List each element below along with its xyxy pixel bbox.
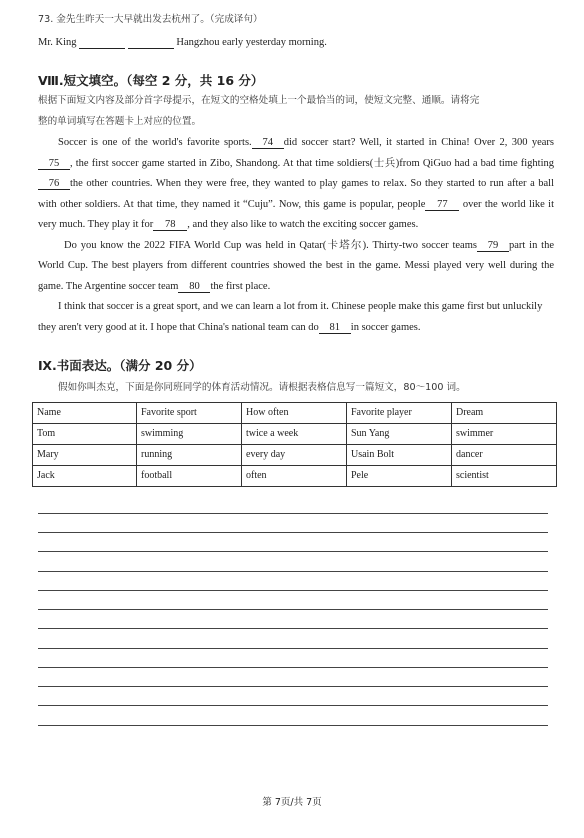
table-header-cell: Name [33,403,137,424]
writing-line[interactable] [38,648,548,649]
passage-paragraph-3: I think that soccer is a great sport, and we can learn a lot from it. Chinese people make this game first but unluckily they aren't very good at it. I hope that China's national team can do 81 in soccer games. [38,301,543,333]
q73-tail: Hangzhou early yesterday morning. [176,37,327,48]
q73-blank-2[interactable] [128,37,174,49]
writing-line[interactable] [38,667,548,668]
passage-paragraph-1: Soccer is one of the world's favorite sports. 74 did soccer start? Well, it started in China! Over 2, 300 years75 , the first soccer game started in Zibo, Shandong. At that time soldiers(士兵)from QiGuo had a bad time fighting76 the other countries. When they were free, they wanted to play games to relax. So they started to run after a ball with other soldiers. At that time, they named it “Cuju”. Now, this game is popular, people 77 over the world like it very much. They play it for 78 , and they also like to watch the exciting soccer games. [38,137,555,230]
blank-79[interactable]: 79 [477,240,509,252]
blank-78[interactable]: 78 [153,219,187,231]
table-cell: football [137,466,242,487]
table-cell: swimming [137,424,242,445]
table-cell: Mary [33,445,137,466]
table-row [33,424,557,445]
writing-line[interactable] [38,532,548,533]
blank-81[interactable]: 81 [319,322,351,334]
section9-instruction: 假如你叫杰克，下面是你同班同学的体育活动情况。请根据表格信息写一篇短文，80～100 词。 [58,382,466,393]
blank-77[interactable]: 77 [425,199,459,211]
table-cell: Sun Yang [347,424,452,445]
table-cell: swimmer [452,424,557,445]
section8-instruction-line2: 整的单词填写在答题卡上对应的位置。 [38,116,202,127]
writing-line[interactable] [38,609,548,610]
table-cell: Usain Bolt [347,445,452,466]
page-footer: 第 7页/共 7页 [262,797,322,808]
q73-blank-1[interactable] [79,37,125,49]
table-header-cell: Dream [452,403,557,424]
table-cell: dancer [452,445,557,466]
activity-table [32,402,557,487]
q73-subject: Mr. King [38,37,77,48]
table-header-cell: Favorite player [347,403,452,424]
blank-76[interactable]: 76 [38,178,70,190]
blank-74[interactable]: 74 [252,137,284,149]
writing-line[interactable] [38,686,548,687]
table-header-cell: Favorite sport [137,403,242,424]
writing-line[interactable] [38,590,548,591]
section8-instruction-line1: 根据下面短文内容及部分首字母提示，在短文的空格处填上一个最恰当的词，使短文完整、通顺。请将完 [38,95,480,106]
q73-sentence [38,37,554,50]
table-cell: Tom [33,424,137,445]
passage-paragraph-2: Do you know the 2022 FIFA World Cup was held in Qatar(卡塔尔). Thirty-two soccer teams 79 part in the World Cup. The best players from different countries showed the best in the game. Messi played very well during the game. The Argentine soccer team 80 the first place. [38,239,555,292]
table-cell: often [242,466,347,487]
q73-prompt: 73. 金先生昨天一大早就出发去杭州了。（完成译句） [38,14,263,25]
writing-line[interactable] [38,725,548,726]
table-cell: twice a week [242,424,347,445]
table-cell: scientist [452,466,557,487]
section9-title: Ⅸ.书面表达。（满分 20 分） [38,358,202,373]
writing-line[interactable] [38,513,548,514]
blank-75[interactable]: 75 [38,158,70,170]
writing-line[interactable] [38,571,548,572]
section8-title: Ⅷ.短文填空。（每空 2 分，共 16 分） [38,73,264,88]
writing-line[interactable] [38,705,548,706]
writing-line[interactable] [38,628,548,629]
section8-passage [38,133,554,338]
table-row [33,466,557,487]
table-cell: running [137,445,242,466]
table-cell: every day [242,445,347,466]
blank-80[interactable]: 80 [178,281,210,293]
table-cell: Pele [347,466,452,487]
table-cell: Jack [33,466,137,487]
table-header-cell: How often [242,403,347,424]
writing-line[interactable] [38,551,548,552]
table-row [33,445,557,466]
table-header-row [33,403,557,424]
